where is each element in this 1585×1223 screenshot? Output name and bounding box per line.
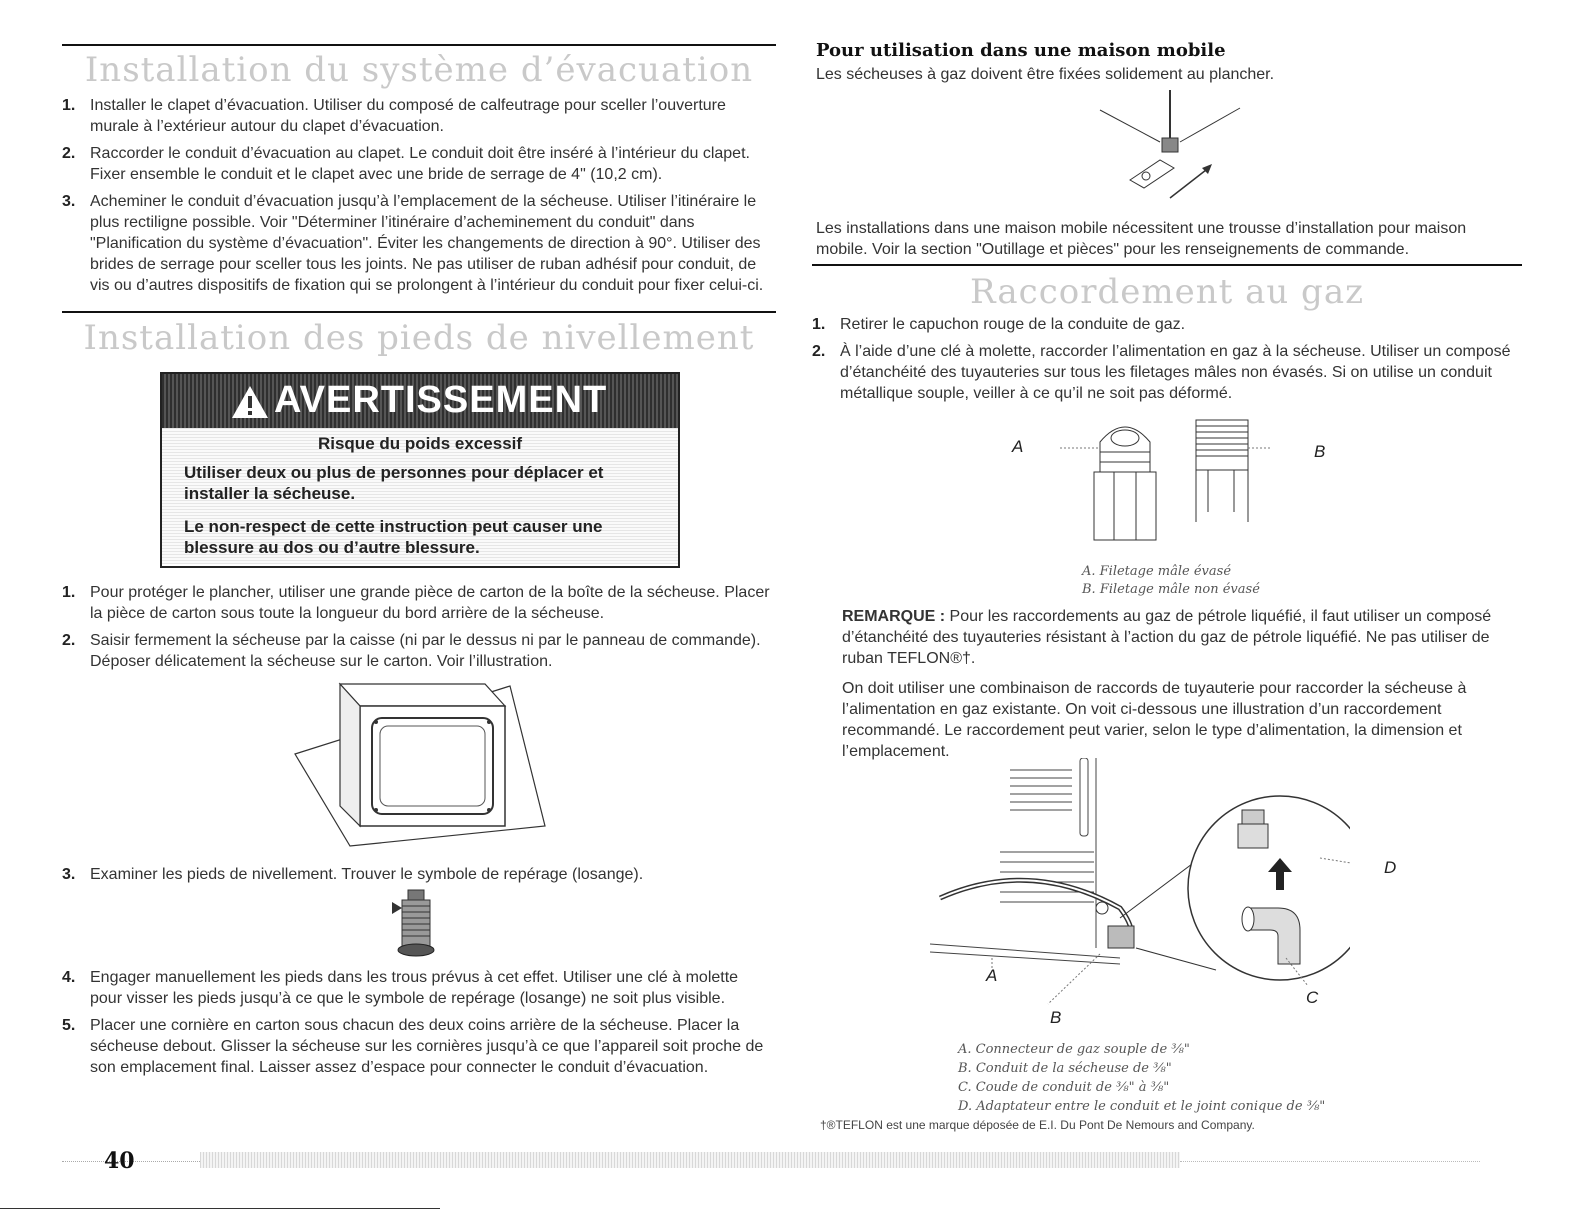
mobile-home-text-2: Les installations dans une maison mobile nécessitent une trousse d’installation pour maison mobile. Voir la section "Outillage et pièces" pour les renseignements de commande. [816,220,1467,258]
warning-word: AVERTISSEMENT [274,379,608,421]
warning-triangle-icon [230,384,270,420]
connection-combination-text: On doit utiliser une combinaison de raccords de tuyauterie pour raccorder la sécheuse à l’alimentation en gaz existante. On voit ci-dessous une illustration d’un raccordement recommandé. Le raccordement peut varier, selon le type d’alimentation, la dimension et l’emplacement. [842,680,1467,760]
list-item: 5. Placer une cornière en carton sous chacun des deux coins arrière de la sécheuse. Placer la sécheuse debout. Glisser la sécheuse sur les cornières jusqu’à ce que l’appareil soit proche de son emplacement final. Laisser assez d’espace pour connecter le conduit d’évacuation. [62,1017,764,1076]
fig2-label-a: A [986,966,998,985]
top-rule-left [62,44,776,46]
dryer-on-carton-illustration [290,676,550,852]
list-item: 4. Engager manuellement les pieds dans les trous prévus à cet effet. Utiliser une clé à molette pour visser les pieds jusqu’à ce que le symbole de repérage (losange) ne soit plus visible. [62,969,739,1007]
floor-anchor-illustration [1090,90,1260,214]
warning-text-2: Le non-respect de cette instruction peut causer une blessure au dos ou d’autre blessure. [184,517,603,557]
fig1-label-a: A [1012,437,1024,456]
footer-dotted-line-right [1180,1161,1480,1162]
fig2-label-b: B [1050,1008,1062,1027]
list-item: 2. Saisir fermement la sécheuse par la caisse (ni par le dessus ni par le panneau de commande). Déposer délicatement la sécheuse sur le carton. Voir l’illustration. [62,632,761,670]
bottom-rule [0,1208,440,1209]
warning-risk: Risque du poids excessif [317,434,523,453]
warning-box [160,372,680,568]
leveling-steps-a [62,582,772,678]
page-number: 40 [104,1148,135,1174]
remarque-paragraph [842,606,1518,669]
rule-gas [812,264,1522,266]
section-title-gas: Raccordement au gaz [970,272,1364,312]
pipe-fittings-illustration [1060,412,1270,562]
list-item: 2. À l’aide d’une clé à molette, raccorder l’alimentation en gaz à la sécheuse. Utiliser un composé d’étanchéité des tuyauteries sur tous les filetages mâles non évasés. Si on utilise un conduit métallique souple, veiller à ce qu’il ne soit pas déformé. [812,343,1511,402]
leveling-steps-c [62,967,772,1084]
list-item: 3. Acheminer le conduit d’évacuation jusqu’à l’emplacement de la sécheuse. Utiliser l’itinéraire le plus rectiligne possible. Voir "Déterminer l’itinéraire d’acheminement du conduit" dans "Planification du système d’évacuation". Éviter les changements de direction à 90°. Utiliser des brides de serrage pour sceller tous les joints. Ne pas utiliser de ruban adhésif pour conduit, de vis ou d’autres dispositifs de fixation qui se prolongent à l’intérieur du conduit pour fixer celui-ci. [62,193,764,294]
list-item: 1. Retirer le capuchon rouge de la conduite de gaz. [812,316,1186,333]
leveling-leg-illustration [388,888,452,960]
warning-text-1: Utiliser deux ou plus de personnes pour déplacer et installer la sécheuse. [184,463,604,503]
list-item: 2. Raccorder le conduit d’évacuation au clapet. Le conduit doit être inséré à l’intérieur du clapet. Fixer ensemble le conduit et le clapet avec une bride de serrage de 4" (10,2 cm). [62,145,750,183]
section-title-exhaust: Installation du système d’évacuation [84,50,754,90]
exhaust-steps [62,95,772,302]
list-item: 3. Examiner les pieds de nivellement. Trouver le symbole de repérage (losange). [62,866,644,883]
fig2-caption-c: C. Coude de conduit de ⅜" à ⅜" [958,1080,1170,1095]
fig1-caption-b: B. Filetage mâle non évasé [1082,582,1260,597]
teflon-footnote: †®TEFLON est une marque déposée de E.I. Du Pont De Nemours and Company. [820,1118,1255,1132]
section-title-leveling: Installation des pieds de nivellement [83,318,755,358]
footer-band [200,1152,1180,1168]
fig1-label-b: B [1314,442,1326,461]
mobile-home-text-1: Les sécheuses à gaz doivent être fixées solidement au plancher. [816,66,1275,83]
warning-body [162,428,678,564]
fig2-caption-b: B. Conduit de la sécheuse de ⅜" [958,1061,1172,1076]
fig2-caption-a: A. Connecteur de gaz souple de ⅜" [958,1042,1190,1057]
warning-header [162,374,678,428]
fig1-caption-a: A. Filetage mâle évasé [1082,564,1232,579]
mobile-home-heading: Pour utilisation dans une maison mobile [816,40,1226,61]
fig2-label-c: C [1306,988,1319,1007]
remarque-label: REMARQUE : [842,608,946,625]
rule-leveling [62,311,776,313]
fig2-caption-d: D. Adaptateur entre le conduit et le joint conique de ⅜" [958,1099,1326,1114]
leveling-steps-b [62,864,772,891]
remarque-text: Pour les raccordements au gaz de pétrole liquéfié, il faut utiliser un composé d’étanchéité des tuyauteries résistant à l’action du gaz de pétrole liquéfié. Ne pas utiliser de ruban TEFLON®†. [842,608,1492,667]
list-item: 1. Pour protéger le plancher, utiliser une grande pièce de carton de la boîte de la sécheuse. Placer la pièce de carton sous toute la longueur du bord arrière de la sécheuse. [62,584,770,622]
gas-steps [812,314,1520,410]
list-item: 1. Installer le clapet d’évacuation. Utiliser du composé de calfeutrage pour sceller l’ouverture murale à l’extérieur autour du clapet d’évacuation. [62,97,726,135]
fig2-label-d: D [1384,858,1397,877]
